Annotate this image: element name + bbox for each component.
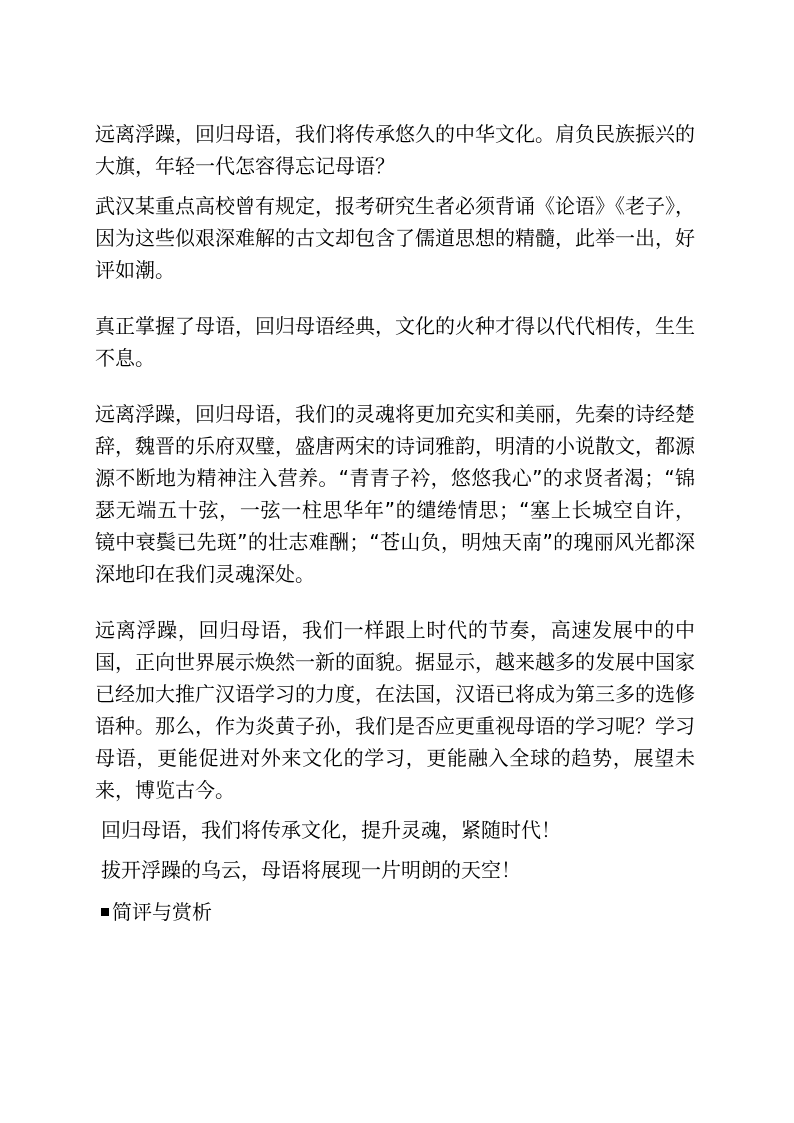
paragraph-7: 拔开浮躁的乌云，母语将展现一片明朗的天空！ (101, 858, 521, 882)
paragraph-6: 回归母语，我们将传承文化，提升灵魂，紧随时代！ (101, 818, 561, 842)
section-heading (95, 896, 695, 928)
paragraph-3: 真正掌握了母语，回归母语经典，文化的火种才得以代代相传，生生不息。 (95, 314, 695, 370)
square-bullet-icon (101, 908, 109, 916)
paragraph-1: 远离浮躁，回归母语，我们将传承悠久的中华文化。肩负民族振兴的大旗，年轻一代怎容得忘记母语？ (95, 122, 695, 178)
section-heading-text: 简评与赏析 (112, 900, 212, 924)
paragraph-4: 远离浮躁，回归母语，我们的灵魂将更加充实和美丽，先秦的诗经楚辞，魏晋的乐府双璧，盛唐两宋的诗词雅韵，明清的小说散文，都源源不断地为精神注入营养。“青青子衿，悠悠我心”的求贤者渴；“锦瑟无端五十弦，一弦一柱思华年”的缱绻情思；“塞上长城空自许，镜中衰鬓已先斑”的壮志难酬；“苍山负，明烛天南”的瑰丽风光都深深地印在我们灵魂深处。 (95, 402, 695, 586)
paragraph-2: 武汉某重点高校曾有规定，报考研究生者必须背诵《论语》《老子》，因为这些似艰深难解的古文却包含了儒道思想的精髓，此举一出，好评如潮。 (95, 194, 695, 282)
document-body (95, 118, 695, 928)
paragraph-5: 远离浮躁，回归母语，我们一样跟上时代的节奏，高速发展中的中国，正向世界展示焕然一新的面貌。据显示，越来越多的发展中国家已经加大推广汉语学习的力度，在法国，汉语已将成为第三多的选修语种。那么，作为炎黄子孙，我们是否应更重视母语的学习呢？学习母语，更能促进对外来文化的学习，更能融入全球的趋势，展望未来，博览古今。 (95, 618, 695, 802)
